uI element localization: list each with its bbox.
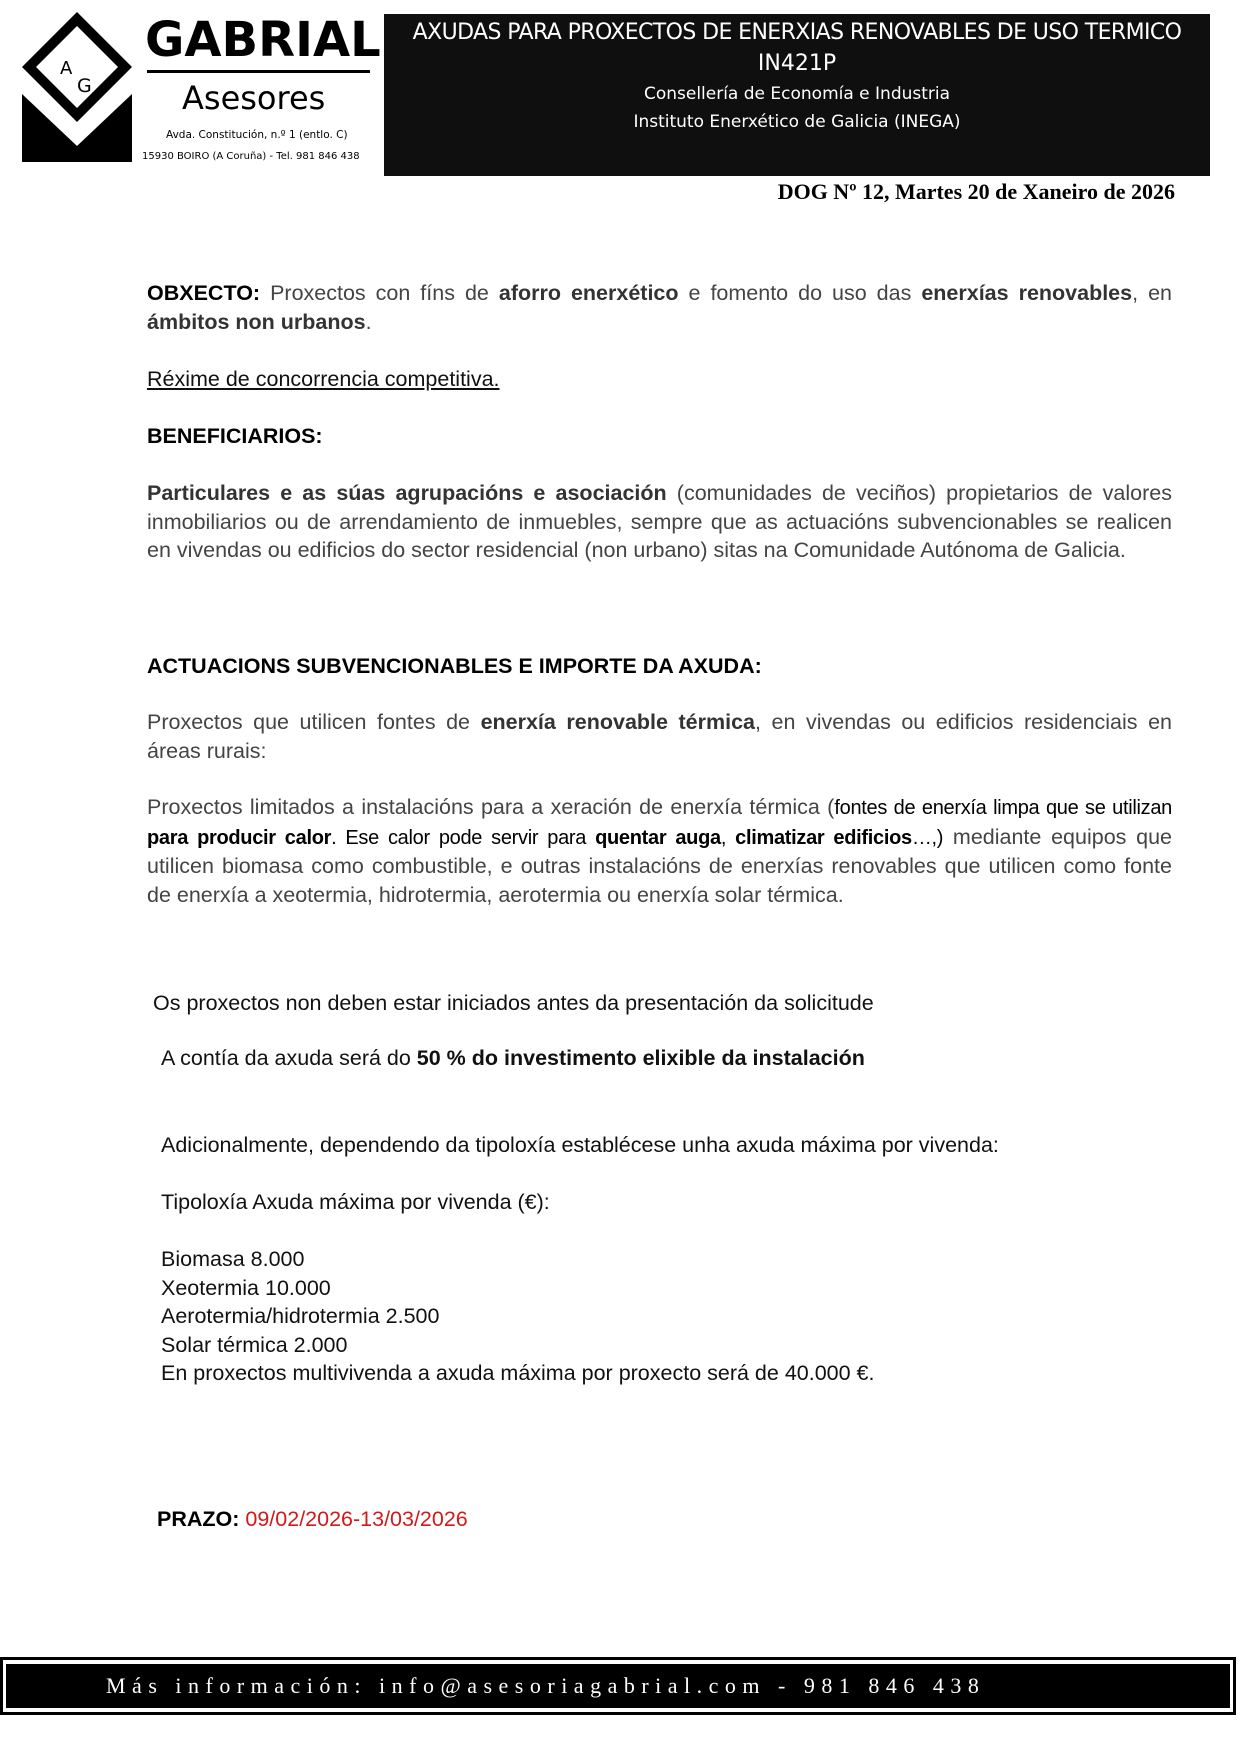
company-city-phone: 15930 BOIRO (A Coruña) - Tel. 981 846 438: [142, 151, 360, 162]
actuacions-text: Proxectos que utilicen fontes de: [147, 710, 481, 734]
logo-divider: [147, 70, 370, 73]
actuacions-text: mediante equipos que utilicen biomasa como combustible, e outras instalacións de enerxías renovables que utilicen como fonte de enerxía a xeotermia, hidrotermia, aerotermia ou enerxía solar térmica.: [147, 824, 1173, 907]
banner-title: AXUDAS PARA PROXECTOS DE ENERXIAS RENOVABLES DE USO TERMICO: [412, 20, 1182, 45]
typology-name: Aerotermia/hidrotermia: [161, 1304, 380, 1328]
prazo-line: [157, 1505, 1182, 1534]
obxecto-text: e fomento do uso das: [678, 281, 922, 305]
typology-max: 2.000: [293, 1332, 348, 1357]
footer-bar: [0, 1657, 1236, 1715]
obxecto-text: .: [365, 309, 372, 334]
typology-max: 2.500: [385, 1304, 440, 1328]
banner-code: IN421P: [757, 51, 837, 76]
dog-reference: DOG Nº 12, Martes 20 de Xaneiro de 2026: [777, 179, 1175, 204]
typology-max: 10.000: [264, 1275, 331, 1300]
banner-institute: Instituto Enerxético de Galicia (INEGA): [633, 112, 961, 132]
typology-name: Biomasa: [161, 1247, 245, 1271]
typology-header: Tipoloxía Axuda máxima por vivenda (€):: [161, 1190, 550, 1214]
typology-list: [161, 1245, 1186, 1388]
obxecto-text: , en: [1132, 281, 1172, 305]
obxecto-bold: aforro enerxético: [498, 281, 679, 305]
footer-contact: Más información: info@asesoriagabrial.com - 981 846 438: [6, 1664, 1230, 1708]
logo-letter-a: A: [60, 58, 73, 79]
actuacions-paragraph-2: [147, 793, 1172, 909]
regime-line: [147, 365, 1172, 394]
beneficiarios-paragraph: [147, 479, 1172, 565]
amount-bold: 50 % do investimento elixible da instalación: [416, 1046, 865, 1070]
company-address: Avda. Constitución, n.º 1 (entlo. C): [166, 129, 348, 141]
logo-mark: [22, 12, 132, 162]
obxecto-text: Proxectos con fíns de: [260, 281, 499, 305]
logo-diamond-icon: [22, 12, 132, 162]
banner-department: Consellería de Economía e Industria: [643, 84, 951, 104]
obxecto-bold: enerxías renovables: [921, 281, 1133, 305]
actuacions-paragraph-1: [147, 708, 1172, 765]
company-subtitle: Asesores: [182, 79, 326, 117]
typology-name: Xeotermia: [161, 1275, 259, 1300]
typology-item: [161, 1331, 1186, 1360]
company-name: GABRIAL: [145, 12, 381, 68]
actuacions-note: …,): [911, 826, 944, 849]
actuacions-bold: enerxía renovable térmica: [480, 710, 755, 734]
actuacions-note: fontes de enerxía limpa que se utilizan: [834, 797, 1172, 819]
multivivenda-note: En proxectos multivivenda a axuda máxima por proxecto será de 40.000 €.: [161, 1361, 875, 1385]
amount-line: [161, 1044, 1186, 1073]
actuacions-heading: ACTUACIONS SUBVENCIONABLES E IMPORTE DA AXUDA:: [147, 654, 762, 678]
typology-item: [161, 1245, 1186, 1274]
typology-name: Solar térmica: [161, 1332, 288, 1357]
obxecto-paragraph: [147, 279, 1172, 336]
typology-item: [161, 1274, 1186, 1303]
actuacions-note: ,: [720, 826, 736, 849]
beneficiarios-text: (comunidades de veciños) propietarios de valores inmobiliarios ou de arrendamiento de inmuebles, sempre que as actuacións subvencionables se realicen en vivendas ou edificios do sector residencial (non urbano) sitas na Comunidade Autónoma de Galicia.: [147, 481, 1172, 562]
prazo-dates: 09/02/2026-13/03/2026: [239, 1507, 468, 1531]
obxecto-bold: ámbitos non urbanos: [147, 309, 366, 334]
actuacions-text: Proxectos limitados a instalacións para a xeración de enerxía térmica (: [147, 795, 835, 819]
amount-text: A contía da axuda será do: [161, 1046, 417, 1070]
actuacions-note-bold: quentar auga: [595, 826, 721, 849]
prazo-label: PRAZO:: [157, 1507, 240, 1531]
obxecto-label: OBXECTO:: [147, 281, 261, 305]
actuacions-note-bold: climatizar edificios: [735, 826, 912, 849]
actuacions-text: , en vivendas ou edificios residenciais en áreas rurais:: [147, 710, 1172, 763]
typology-max: 8.000: [250, 1247, 305, 1271]
regime-text: Réxime de concorrencia competitiva.: [147, 367, 500, 391]
logo-letter-g: G: [77, 75, 92, 97]
actuacions-note-bold: para producir calor: [147, 826, 332, 849]
additional-note: Adicionalmente, dependendo da tipoloxía establécese unha axuda máxima por vivenda:: [161, 1133, 999, 1157]
header-banner: [384, 14, 1210, 176]
actuacions-note: . Ese calor pode servir para: [331, 826, 596, 849]
typology-item: [161, 1302, 1186, 1331]
not-started-note: Os proxectos non deben estar iniciados antes da presentación da solicitude: [153, 991, 874, 1015]
beneficiarios-heading: BENEFICIARIOS:: [147, 424, 323, 448]
beneficiarios-bold: Particulares e as súas agrupacións e asociación: [147, 481, 667, 505]
